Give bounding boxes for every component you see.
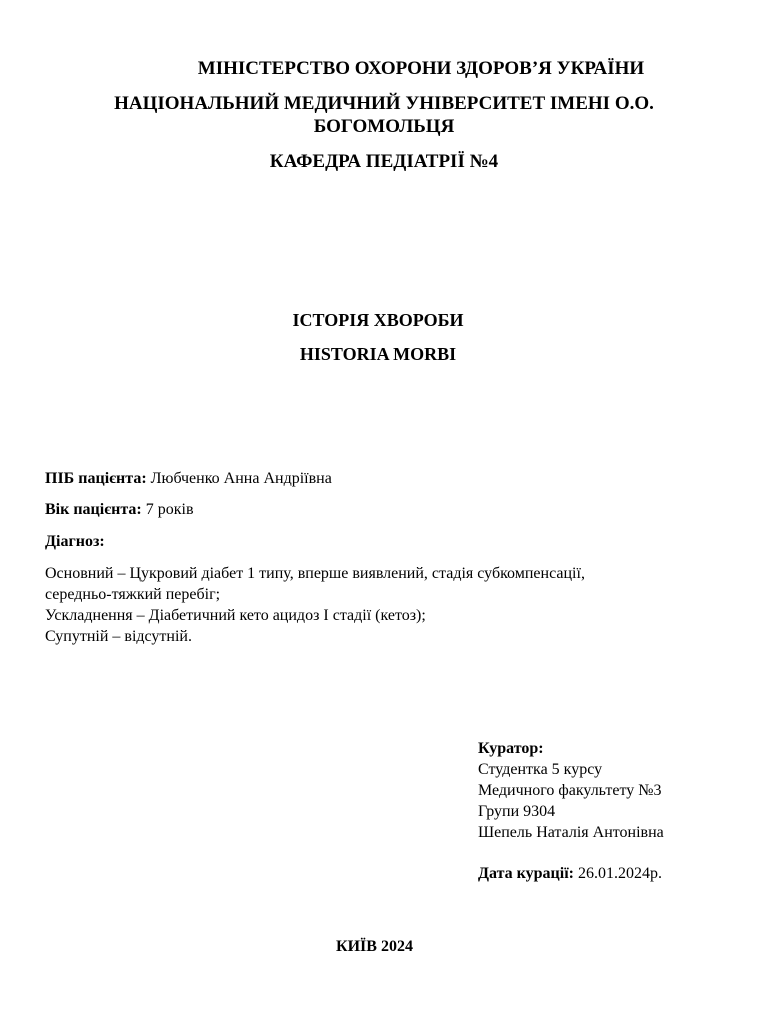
diagnosis-line: середньо-тяжкий перебіг; (45, 586, 221, 603)
department-heading: КАФЕДРА ПЕДІАТРІЇ №4 (269, 151, 499, 172)
patient-name-label: ПІБ пацієнта: (45, 470, 147, 487)
curation-date-label: Дата курації: (478, 865, 574, 882)
curator-line: Групи 9304 (478, 803, 556, 820)
diagnosis-line: Супутній – відсутній. (45, 628, 192, 645)
document-title-latin: HISTORIA MORBI (299, 344, 457, 364)
curation-date-value: 26.01.2024р. (577, 865, 662, 882)
curation-date-row (478, 866, 662, 882)
city-year: КИЇВ 2024 (336, 938, 413, 955)
diagnosis-line: Ускладнення – Діабетичний кето ацидоз І стадії (кетоз); (45, 607, 426, 624)
patient-age-label: Вік пацієнта: (45, 501, 142, 518)
curator-line: Медичного факультету №3 (478, 782, 662, 799)
university-heading-line1: НАЦІОНАЛЬНИЙ МЕДИЧНИЙ УНІВЕРСИТЕТ ІМЕНІ О.О. (114, 93, 654, 114)
patient-name-value: Любченко Анна Андріївна (150, 470, 332, 487)
ministry-heading: МІНІСТЕРСТВО ОХОРОНИ ЗДОРОВ’Я УКРАЇНИ (197, 58, 645, 79)
curator-line: Студентка 5 курсу (478, 761, 603, 778)
patient-age-value: 7 років (145, 501, 194, 518)
diagnosis-label: Діагноз: (45, 533, 105, 550)
patient-name-row (45, 471, 332, 487)
document-title: ІСТОРІЯ ХВОРОБИ (292, 310, 464, 330)
curator-label: Куратор: (478, 740, 544, 757)
patient-age-row (45, 502, 194, 518)
curator-name: Шепель Наталія Антонівна (478, 824, 664, 841)
university-heading-line2: БОГОМОЛЬЦЯ (313, 116, 455, 137)
diagnosis-line: Основний – Цукровий діабет 1 типу, вперше виявлений, стадія субкомпенсації, (45, 565, 585, 582)
